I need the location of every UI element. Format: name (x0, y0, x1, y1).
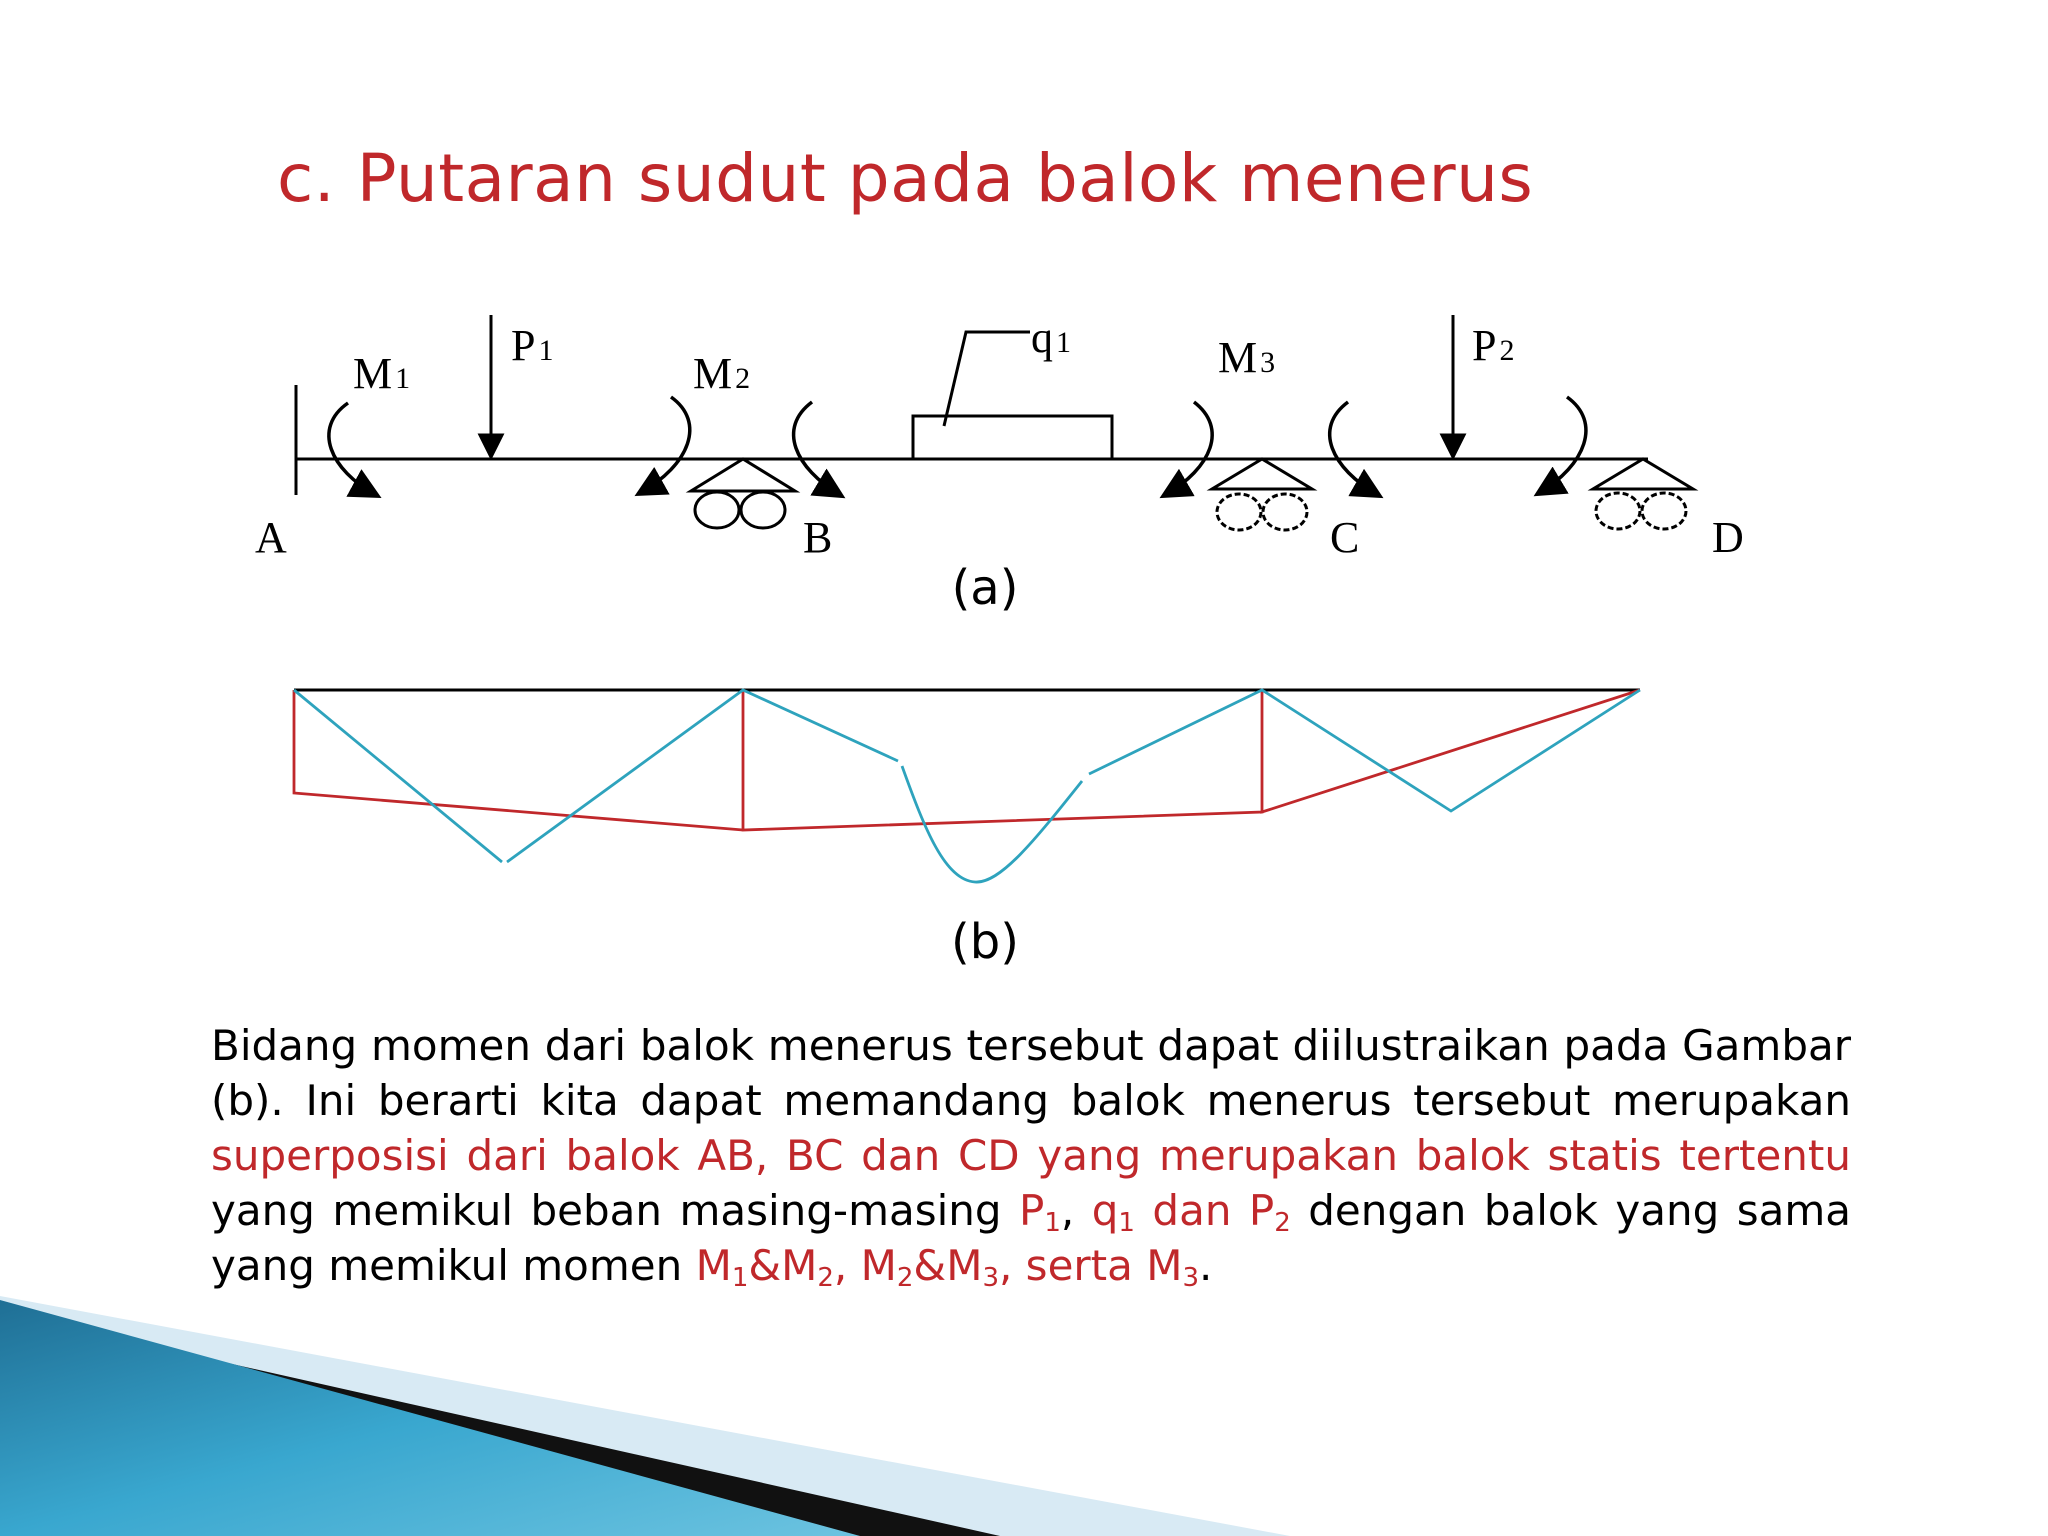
caption-a: (a) (951, 560, 1019, 616)
moment-arrow-m2-right (794, 402, 840, 495)
body-end: . (1199, 1241, 1213, 1290)
label-p2: P 2 (1472, 321, 1515, 370)
support-label-d: D (1712, 513, 1744, 562)
label-m2: M 2 (693, 349, 751, 398)
body-text-1: Bidang momen dari balok menerus tersebut dapat diilustraikan pada Gambar (b). Ini berarti kita dapat memandang balok menerus tersebut merupakan (211, 1021, 1851, 1125)
moment-arrow-m1 (329, 403, 376, 495)
label-m1: M 1 (353, 349, 411, 398)
slide-title: c. Putaran sudut pada balok menerus (277, 140, 1534, 217)
moment-arrow-m3-left (1165, 402, 1212, 495)
distributed-load-q1 (913, 416, 1112, 459)
body-paragraph (211, 1018, 1851, 1293)
body-comma: , (1060, 1186, 1092, 1235)
span-moment-line (294, 690, 1640, 882)
label-p1: P 1 (511, 321, 554, 370)
support-moment-line (294, 690, 1640, 830)
caption-b: (b) (951, 914, 1019, 970)
continuous-beam-diagram (255, 313, 1744, 616)
body-text-highlight: superposisi dari balok AB, BC dan CD yang merupakan balok statis tertentu (211, 1131, 1851, 1180)
symbol-q1: $q_1$ (1091, 1186, 1135, 1238)
body-text-3: dengan balok yang sama yang memikul momen (211, 1186, 1852, 1290)
moment-diagram (294, 690, 1640, 970)
label-q1: q 1 (1031, 313, 1071, 362)
roller-support-c (1212, 459, 1312, 530)
symbol-p1: $P_1$ (1019, 1186, 1061, 1238)
roller-support-d (1593, 459, 1693, 529)
roller-support-b (691, 459, 795, 528)
body-dan: dan (1134, 1186, 1249, 1235)
corner-decoration (0, 1280, 2048, 1536)
moment-arrow-m3-right (1330, 402, 1378, 495)
moment-arrow-m4 (1539, 397, 1586, 493)
symbol-p2: $P_2$ (1248, 1186, 1291, 1238)
moment-arrow-m2-left (640, 397, 690, 493)
label-m3: M 3 (1218, 333, 1276, 382)
q1-leader-line (944, 332, 1030, 426)
body-text-2: yang memikul beban masing-masing (211, 1186, 1020, 1235)
support-label-c: C (1330, 513, 1360, 562)
support-label-b: B (803, 513, 833, 562)
support-label-a: A (255, 513, 287, 562)
symbol-moments: $M_1\&M_2$, $M_2\&M_3$, serta $M_3$ (695, 1241, 1200, 1293)
